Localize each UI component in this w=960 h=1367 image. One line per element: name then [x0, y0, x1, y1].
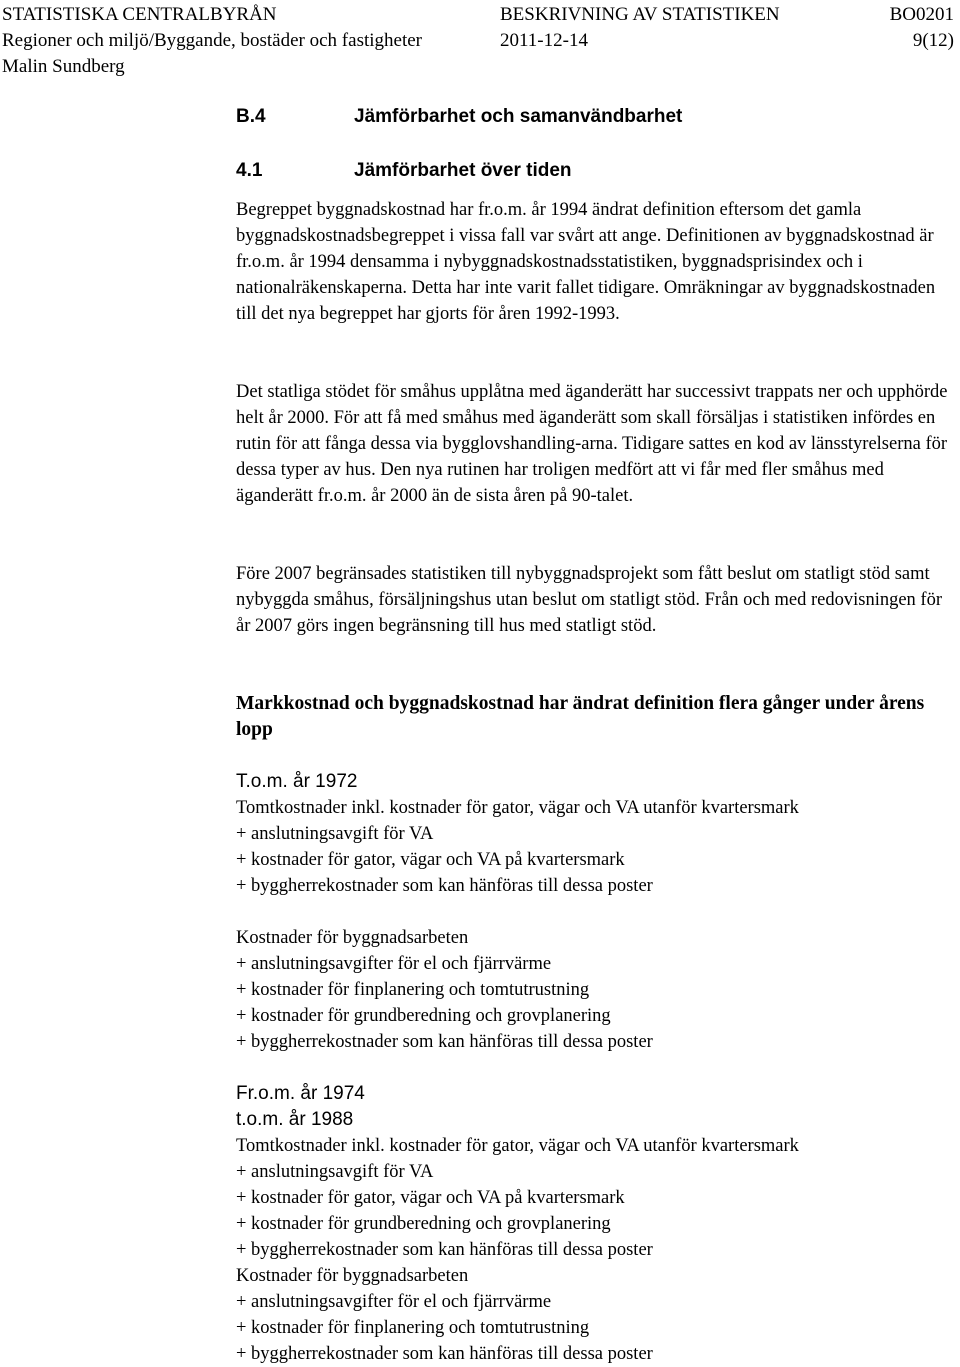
definition-line: + byggherrekostnader som kan hänföras till dessa poster — [236, 1344, 653, 1364]
definition-line: Tomtkostnader inkl. kostnader för gator, vägar och VA utanför kvartersmark — [236, 798, 799, 818]
definition-line: + kostnader för gator, vägar och VA på kvartersmark — [236, 850, 625, 870]
header-org: STATISTISKA CENTRALBYRÅN — [2, 4, 277, 25]
definition-line: + anslutningsavgift för VA — [236, 1162, 434, 1182]
definition-line: + anslutningsavgift för VA — [236, 824, 434, 844]
definition-line: Tomtkostnader inkl. kostnader för gator, vägar och VA utanför kvartersmark — [236, 1136, 799, 1156]
definition-line: + byggherrekostnader som kan hänföras till dessa poster — [236, 1240, 653, 1260]
period-1974-1988 — [236, 1081, 948, 1367]
definition-line: + kostnader för finplanering och tomtutrustning — [236, 1318, 590, 1338]
definition-line: + kostnader för finplanering och tomtutrustning — [236, 980, 590, 1000]
header-department: Regioner och miljö/Byggande, bostäder och fastigheter — [2, 30, 422, 51]
header-author: Malin Sundberg — [2, 56, 125, 77]
period-heading: T.o.m. år 1972 — [236, 771, 358, 792]
definition-line: Kostnader för byggnadsarbeten — [236, 928, 469, 948]
definition-line: + byggherrekostnader som kan hänföras till dessa poster — [236, 1032, 653, 1052]
definition-line: + kostnader för grundberedning och grovplanering — [236, 1214, 611, 1234]
paragraph-before-2007 — [236, 561, 948, 639]
definition-line: + kostnader för gator, vägar och VA på kvartersmark — [236, 1188, 625, 1208]
period-heading: Fr.o.m. år 1974 — [236, 1083, 365, 1104]
paragraph-text: Begreppet byggnadskostnad har fr.o.m. år 1994 ändrat definition eftersom det gamla byggnadskostnadsbegreppet i vissa fall var svårt att ange. Definitionen av byggnadskostnad är fr.o.m. år 1994 densamma i nybyggnadskostnadsstatistiken, byggnadsprisindex och i nationalräkenskaperna. Detta har inte varit fallet tidigare. Omräkningar av byggnadskostnaden till det nya begreppet har gjorts för åren 1992-1993. — [236, 200, 936, 324]
header-doc-type: BESKRIVNING AV STATISTIKEN — [500, 4, 780, 25]
section-heading-b4 — [236, 106, 682, 128]
period-heading: t.o.m. år 1988 — [236, 1109, 354, 1130]
header-date: 2011-12-14 — [500, 30, 588, 51]
section-title: Jämförbarhet och samanvändbarhet — [354, 106, 683, 127]
section-number: 4.1 — [236, 160, 263, 181]
definition-line: + anslutningsavgifter för el och fjärrvärme — [236, 954, 552, 974]
period-1972-building — [236, 925, 948, 1055]
header-page-number: 9(12) — [912, 30, 954, 51]
paragraph-state-support — [236, 379, 948, 509]
definitions-heading: Markkostnad och byggnadskostnad har ändrat definition flera gånger under årens lopp — [236, 693, 925, 740]
definition-line: Kostnader för byggnadsarbeten — [236, 1266, 469, 1286]
paragraph-text: Före 2007 begränsades statistiken till nybyggnadsprojekt som fått beslut om statligt stöd samt nybyggda småhus, försäljningshus utan beslut om statligt stöd. Från och med redovisningen för år 2007 görs ingen begränsning till hus med statligt stöd. — [236, 564, 942, 636]
definition-line: + kostnader för grundberedning och grovplanering — [236, 1006, 611, 1026]
period-1972 — [236, 769, 948, 899]
section-number: B.4 — [236, 106, 266, 127]
paragraph-definition-change — [236, 197, 948, 327]
section-heading-4-1 — [236, 160, 572, 182]
definition-line: + byggherrekostnader som kan hänföras till dessa poster — [236, 876, 653, 896]
header-doc-code: BO0201 — [889, 4, 954, 25]
paragraph-text: Det statliga stödet för småhus upplåtna med äganderätt har successivt trappats ner och upphörde helt år 2000. För att få med småhus med äganderätt som skall försäljas i statistiken infördes en rutin för att fånga dessa via bygglovshandling-arna. Tidigare sattes en kod av länsstyrelserna för dessa typer av hus. Den nya rutinen har troligen medfört att vi får med fler småhus med äganderätt fr.o.m. år 2000 än de sista åren på 90-talet. — [236, 382, 948, 506]
section-title: Jämförbarhet över tiden — [354, 160, 572, 181]
definition-line: + anslutningsavgifter för el och fjärrvärme — [236, 1292, 552, 1312]
